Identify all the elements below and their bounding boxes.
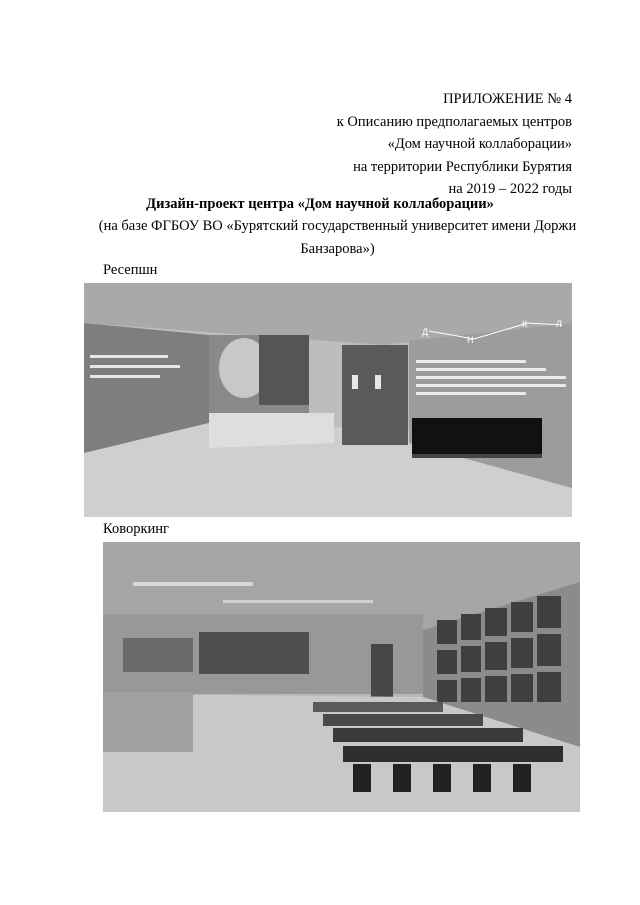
appendix-line: «Дом научной коллаборации» <box>387 136 572 152</box>
wall-letter: К <box>522 319 528 329</box>
appendix-line: к Описанию предполагаемых центров <box>336 113 572 130</box>
coworking-render-image <box>103 542 580 812</box>
wall-letter: Д <box>422 327 429 337</box>
appendix-line: на территории Республики Бурятия <box>353 158 572 175</box>
appendix-number: ПРИЛОЖЕНИЕ № 4 <box>443 91 572 107</box>
document-subtitle: (на базе ФГБОУ ВО «Бурятский государственный университет имени Доржи Банзарова») <box>98 218 577 257</box>
reception-label: Ресепшн <box>103 262 158 278</box>
wall-letter: Н <box>467 335 474 345</box>
wall-letter: Л <box>556 319 562 329</box>
appendix-line: на 2019 – 2022 годы <box>448 181 572 197</box>
document-title: Дизайн-проект центра «Дом научной коллаборации» <box>146 196 494 212</box>
coworking-label: Коворкинг <box>103 521 169 537</box>
reception-render-image <box>84 283 572 517</box>
appendix-header <box>337 88 572 201</box>
